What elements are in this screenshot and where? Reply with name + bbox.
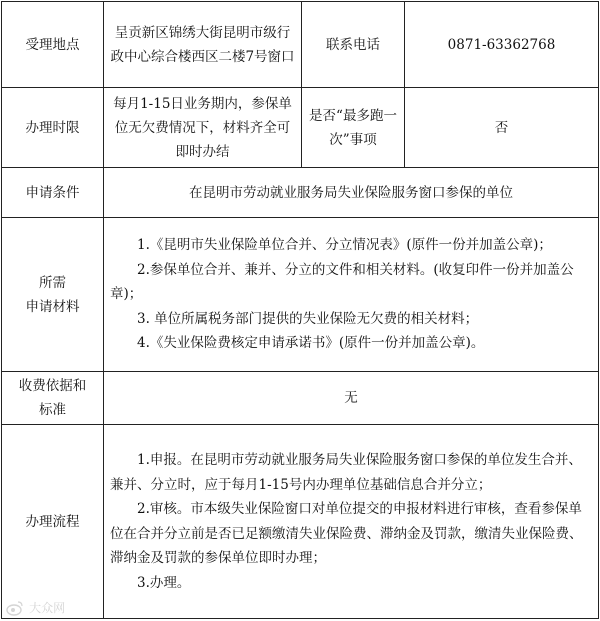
row-location: [2, 2, 599, 88]
process-item: 2.审核。市本级失业保险窗口对单位提交的申报材料进行审核，查看参保单位在合并分立前是否已足额缴清失业保险费、滞纳金及罚款，缴清失业保险费、滞纳金及罚款的参保单位即时办理；: [110, 501, 583, 566]
contact-label: 联系电话: [302, 2, 405, 88]
contact-value: 0871-63362768: [405, 2, 599, 88]
watermark: [6, 597, 96, 617]
fees-label-line2: 标准: [39, 402, 66, 418]
time-limit-value: 每月1-15日业务期内，参保单位无欠费情况下，材料齐全可即时办结: [104, 88, 302, 168]
watermark-text: 大众网: [29, 601, 66, 615]
fees-label-line1: 收费依据和: [18, 378, 87, 394]
fees-label: [2, 372, 104, 425]
time-limit-label: 办理时限: [2, 88, 104, 168]
materials-list: [104, 218, 599, 372]
materials-item: 1.《昆明市失业保险单位合并、分立情况表》(原件一份并加盖公章)；: [137, 237, 552, 254]
location-label: 受理地点: [2, 2, 104, 88]
service-guide-page: [1, 1, 598, 620]
row-process: [2, 425, 599, 619]
materials-label-line1: 所需: [39, 274, 66, 291]
materials-item: 2.参保单位合并、兼并、分立的文件和相关材料。(收复印件一份并加盖公章)；: [110, 261, 574, 303]
row-time-limit: [2, 88, 599, 168]
materials-item: 3. 单位所属税务部门提供的失业保险无欠费的相关材料；: [137, 310, 479, 327]
process-item: 1.申报。在昆明市劳动就业服务局失业保险服务窗口参保的单位发生合并、兼并、分立时，应于每月1-15号内办理单位基础信息合并分立；: [110, 452, 582, 493]
zuiduo-label: 是否“最多跑一次”事项: [302, 88, 405, 168]
conditions-label: 申请条件: [2, 168, 104, 218]
process-label: 办理流程: [2, 425, 104, 619]
row-materials: [2, 218, 599, 372]
zuiduo-value: 否: [405, 88, 599, 168]
location-value: 呈贡新区锦绣大街昆明市级行政中心综合楼西区二楼7号窗口: [104, 2, 302, 88]
materials-label: [2, 218, 104, 372]
row-conditions: [2, 168, 599, 218]
process-item: 3.办理。: [137, 574, 191, 591]
materials-item: 4.《失业保险费核定申请承诺书》(原件一份并加盖公章)。: [137, 335, 485, 352]
fees-value: 无: [104, 372, 599, 425]
weibo-logo-icon: [6, 600, 24, 616]
process-list: [104, 425, 599, 619]
service-guide-table: [1, 1, 599, 619]
materials-label-line2: 申请材料: [25, 298, 80, 315]
conditions-value: 在昆明市劳动就业服务局失业保险服务窗口参保的单位: [104, 168, 599, 218]
row-fees: [2, 372, 599, 425]
